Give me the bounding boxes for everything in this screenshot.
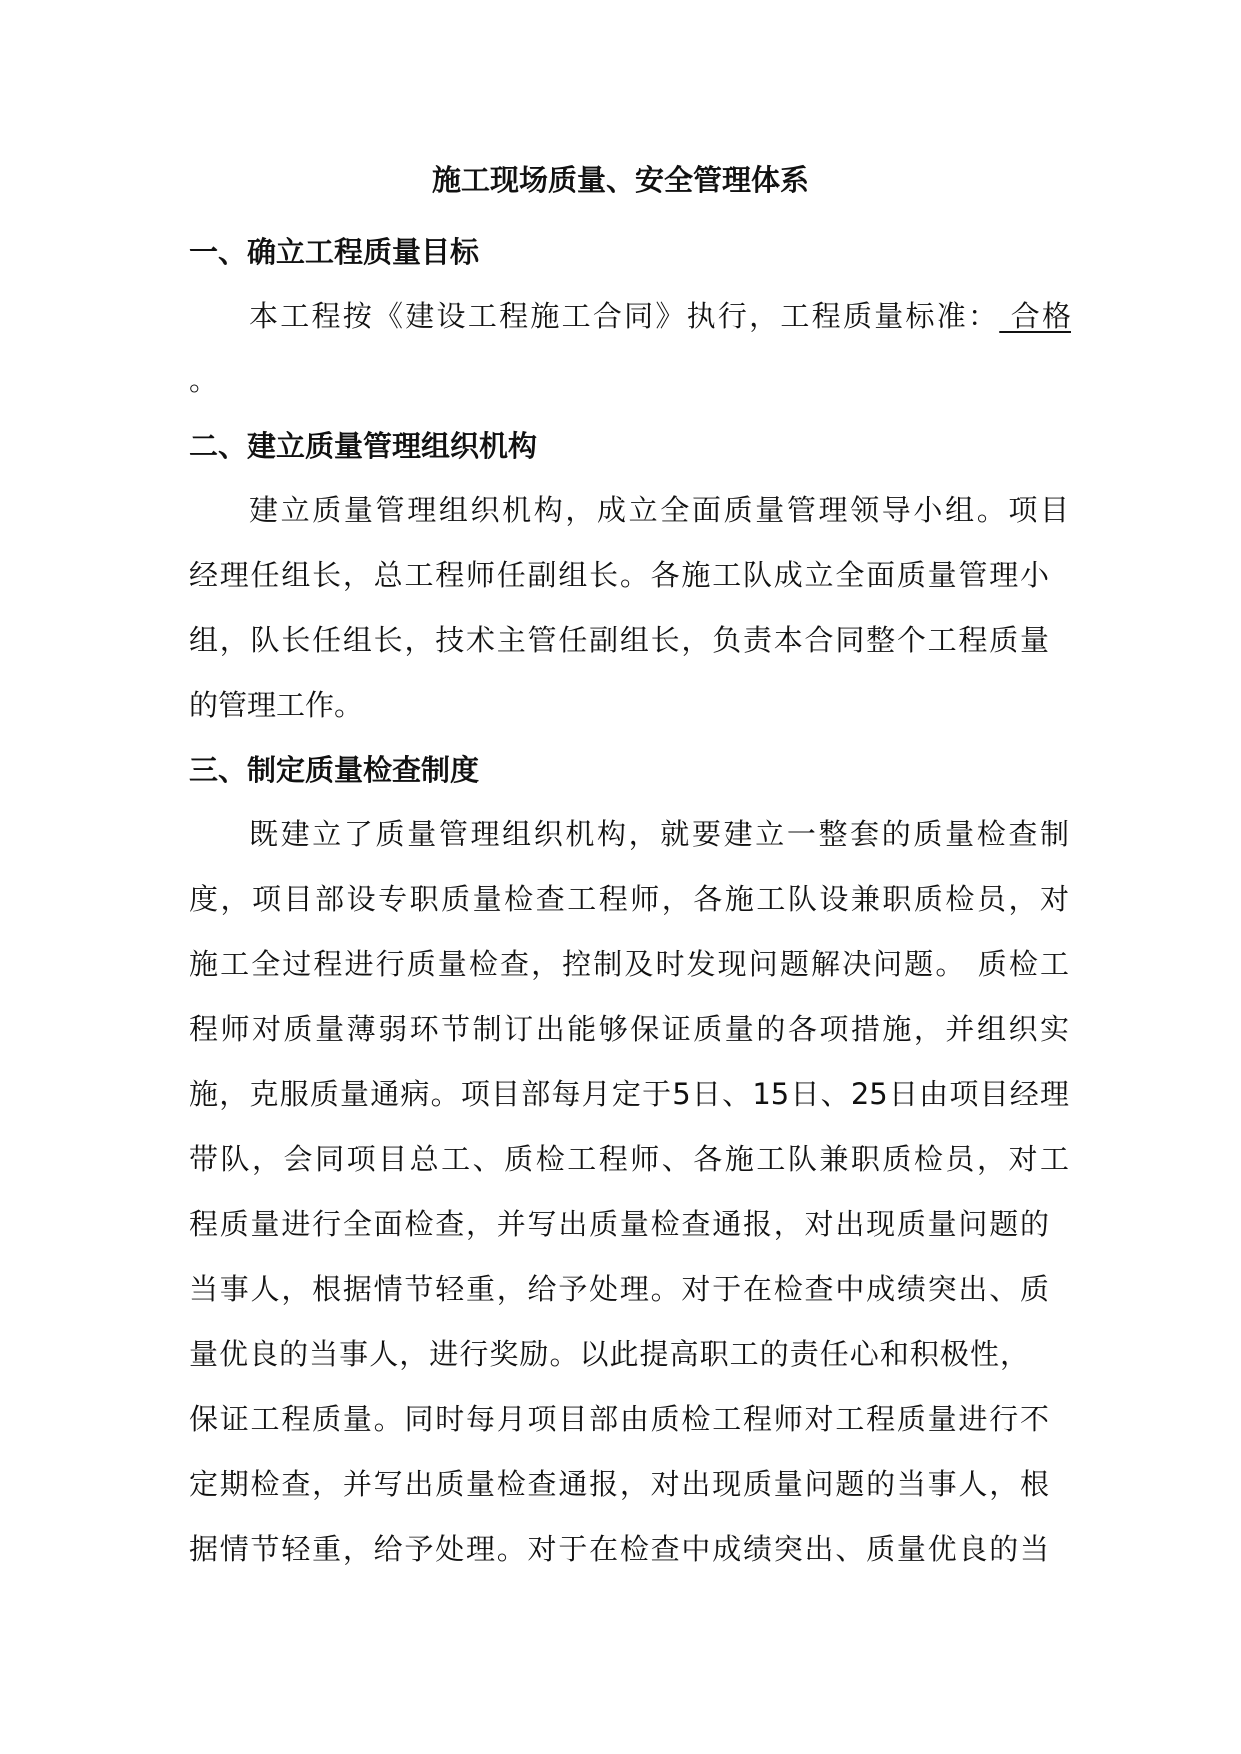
quality-standard-text: 本工程按《建设工程施工合同》执行，工程质量标准：: [249, 299, 1000, 333]
section-3-line: 带队，会同项目总工、质检工程师、各施工队兼职质检员，对工: [189, 1142, 1069, 1176]
section-3-line: 度，项目部设专职质量检查工程师，各施工队设兼职质检员，对: [189, 882, 1069, 916]
section-3-line: 据情节轻重，给予处理。对于在检查中成绩突出、质量优良的当: [189, 1532, 1049, 1566]
section-3-line: 既建立了质量管理组织机构，就要建立一整套的质量检查制: [249, 817, 1069, 851]
section-3-heading: 三、制定质量检查制度: [189, 753, 480, 787]
section-3-line: 施工全过程进行质量检查，控制及时发现问题解决问题。 质检工: [189, 947, 1069, 981]
section-1-heading: 一、确立工程质量目标: [189, 235, 480, 269]
section-2-heading: 二、建立质量管理组织机构: [189, 429, 538, 463]
section-3-line: 当事人，根据情节轻重，给予处理。对于在检查中成绩突出、质: [189, 1272, 1049, 1306]
section-3-line: 程质量进行全面检查，并写出质量检查通报，对出现质量问题的: [189, 1207, 1049, 1241]
section-2-line: 组，队长任组长，技术主管任副组长，负责本合同整个工程质量: [189, 623, 1049, 657]
section-3-line: 程师对质量薄弱环节制订出能够保证质量的各项措施，并组织实: [189, 1012, 1069, 1046]
section-3-line: 定期检查，并写出质量检查通报，对出现质量问题的当事人，根: [189, 1467, 1049, 1501]
section-3-line: 保证工程质量。同时每月项目部由质检工程师对工程质量进行不: [189, 1402, 1049, 1436]
section-1-paragraph-end: 。: [189, 363, 219, 397]
section-3-line: 施，克服质量通病。项目部每月定于5日、15日、25日由项目经理: [189, 1077, 1069, 1111]
section-3-line: 量优良的当事人，进行奖励。以此提高职工的责任心和积极性，: [189, 1337, 1029, 1371]
section-2-line: 建立质量管理组织机构，成立全面质量管理领导小组。项目: [249, 493, 1069, 527]
section-2-line: 的管理工作。: [189, 688, 364, 722]
page-title: 施工现场质量、安全管理体系: [431, 163, 809, 197]
section-2-line: 经理任组长，总工程师任副组长。各施工队成立全面质量管理小: [189, 558, 1049, 592]
quality-standard-value: 合格: [999, 299, 1071, 333]
section-1-paragraph: [249, 296, 1071, 336]
